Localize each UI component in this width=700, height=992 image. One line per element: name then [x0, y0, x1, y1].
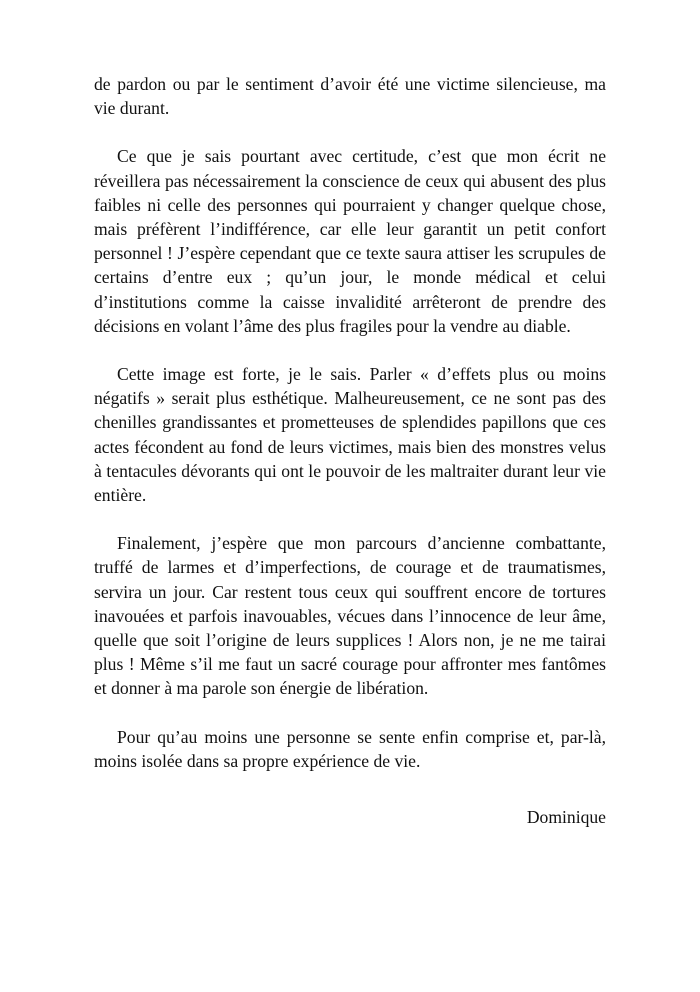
paragraph-image: Cette image est forte, je le sais. Parler « d’effets plus ou moins négatifs » serait plus esthétique. Malheureusement, ce ne sont pas des chenilles grandissantes et prometteuses de splendides papillons que ces actes fécondent au fond de leurs victimes, mais bien des monstres velus à tentacules dévorants qui ont le pouvoir de les maltraiter durant leur vie entière. [94, 364, 606, 506]
paragraph-closing: Pour qu’au moins une personne se sente enfin comprise et, par-là, moins isolée dans sa propre expérience de vie. [94, 726, 606, 771]
paragraph-finally: Finalement, j’espère que mon parcours d’ancienne combattante, truffé de larmes et d’imperfections, de courage et de traumatismes, servira un jour. Car restent tous ceux qui souffrent encore de tortures inavouées et parfois inavouables, vécues dans l’innocence de leur âme, quelle que soit l’origine de leurs supplices ! Alors non, je ne me tairai plus ! Même s’il me faut un sacré courage pour affronter mes fantômes et donner à ma parole son énergie de libération. [94, 533, 606, 699]
paragraph-certainty: Ce que je sais pourtant avec certitude, c’est que mon écrit ne réveillera pas nécessairement la conscience de ceux qui abusent des plus faibles ni celle des personnes qui pourraient y changer quelque chose, mais préfèrent l’indifférence, car elle leur garantit un petit confort personnel ! J’espère cependant que ce texte saura attiser les scrupules de certains d’entre eux ; qu’un jour, le monde médical et celui d’institutions comme la caisse invalidité arrêteront de prendre des décisions en volant l’âme des plus fragiles pour la vendre au diable. [94, 146, 606, 336]
document-page [94, 72, 606, 829]
signature: Dominique [526, 807, 606, 828]
paragraph-continuation: de pardon ou par le sentiment d’avoir été une victime silencieuse, ma vie durant. [94, 74, 606, 119]
